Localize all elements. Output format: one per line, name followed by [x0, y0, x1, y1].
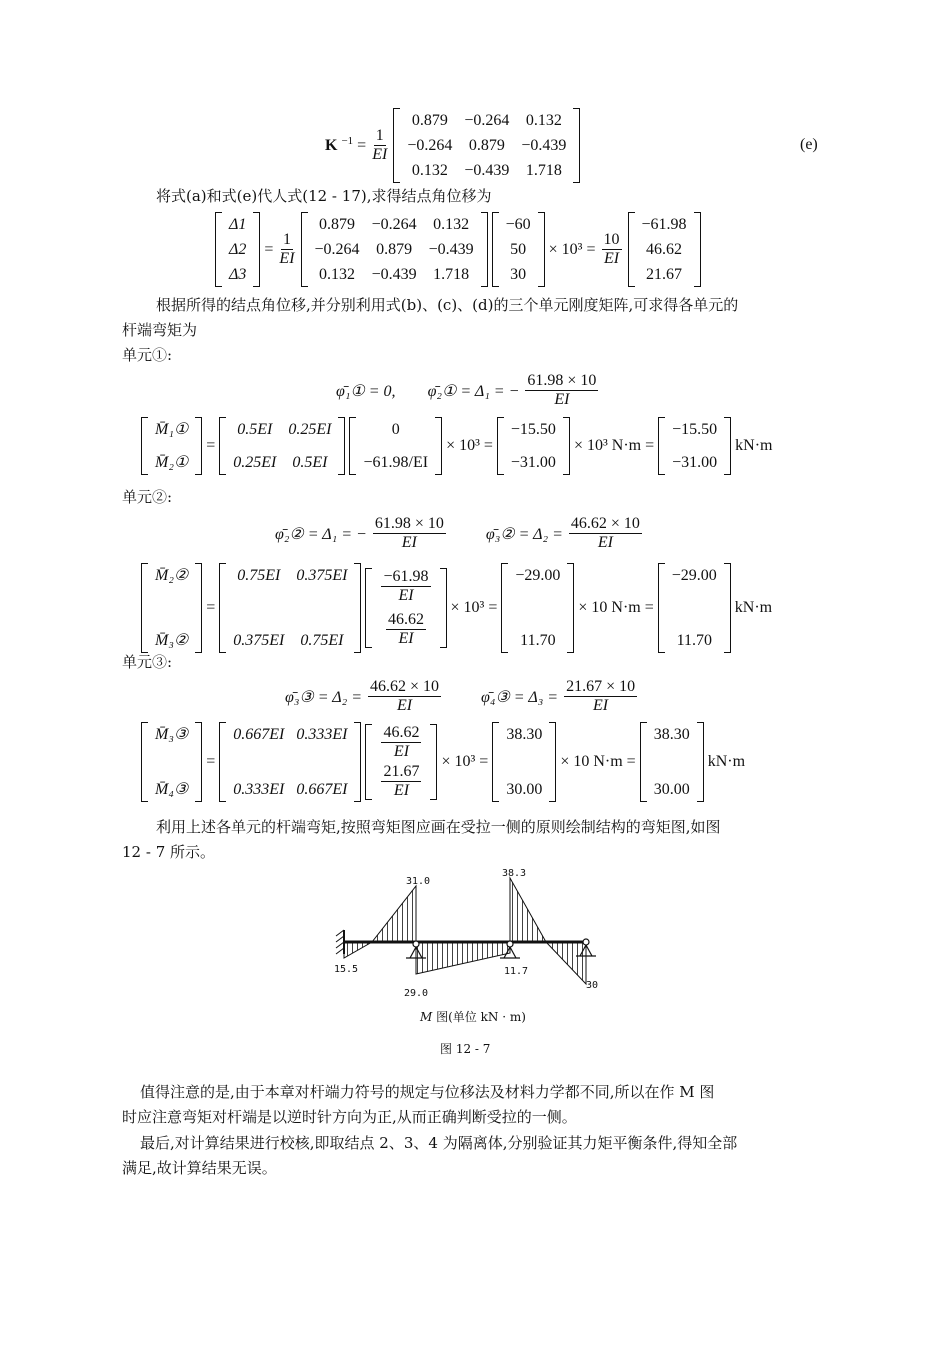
cell: M̄₃② [155, 632, 189, 649]
phi-fraction-a [373, 515, 446, 552]
unit3-equation: M̄₃③ M̄₄③ = 0.667EI 0.333EI 0.333EI 0.667EI $\frac{46.62}{EI}$ $\frac{21.67}{EI}$ × 10³ = 38.30 30.00 × 10 N·m = 38.30 30.00 kN·m [141, 722, 745, 802]
cell: 0.132 [433, 216, 470, 233]
cell: 0.667EI [233, 726, 285, 743]
paragraph-5a: 最后,对计算结果进行校核,即取结点 2、3、4 为隔离体,分别验证其力矩平衡条件,得知全部 [140, 1134, 738, 1152]
coef-num: 1 [375, 127, 384, 144]
cell: 0.25EI [288, 421, 332, 438]
unit2-heading: 单元②: [122, 488, 173, 506]
cell: 0.132 [319, 266, 356, 283]
phi-fraction [525, 372, 598, 409]
phi-fraction-a [368, 678, 441, 715]
unit2-equation: M̄₂② M̄₃② = 0.75EI 0.375EI 0.375EI 0.75EI $\frac{-61.98}{EI}$ $\frac{46.62}{EI}$ × 10³ = −29.00 11.70 × 10 N·m = −29.00 11.70 kN·m [141, 563, 772, 653]
cell: 50 [510, 241, 527, 258]
stiffness-matrix [219, 722, 361, 802]
cell: M̄₄③ [155, 781, 189, 798]
cell: 0.667EI [296, 781, 348, 798]
phi-3-4: φ̄₄③ = Δ₃ = [481, 688, 559, 706]
cell: −0.264 [407, 137, 453, 154]
phi-2-3: φ̄₃② = Δ₂ = [485, 525, 563, 543]
frac-num: 61.98 × 10 [374, 515, 444, 532]
cell: 30.00 [653, 781, 690, 798]
times-text: × 10³ = [441, 753, 489, 770]
frac-num: 61.98 × 10 [527, 372, 597, 389]
cell: 1.718 [433, 266, 470, 283]
cell: 30.00 [506, 781, 543, 798]
cell: M̄₂① [155, 454, 189, 471]
times-text: × 10³ = [450, 599, 498, 616]
frac-den: EI [401, 534, 417, 551]
label-15-5: 15.5 [334, 964, 359, 975]
label-11-7: 11.7 [504, 966, 529, 977]
cell: −15.50 [510, 421, 556, 438]
cell: 0.333EI [296, 726, 348, 743]
coef-den: EI [279, 250, 295, 267]
cell: −61.98/EI [363, 454, 429, 471]
cell: −61.98 [641, 216, 687, 233]
unit-mid-text: × 10 N·m = [560, 753, 636, 770]
cell: 0.5EI [292, 454, 328, 471]
unit-mid-text: × 10 N·m = [578, 599, 654, 616]
frac-den: EI [396, 697, 413, 714]
paragraph-2a: 根据所得的结点角位移,并分别利用式(b)、(c)、(d)的三个单元刚度矩阵,可求得各单元的 [156, 296, 739, 314]
phi-frac-2 [375, 611, 436, 648]
phi-vector [365, 568, 446, 648]
cell: Δ1 [229, 216, 247, 233]
frac-num: 46.62 × 10 [370, 678, 440, 695]
paragraph-1: 将式(a)和式(e)代人式(12 - 17),求得结点角位移为 [156, 187, 492, 205]
result-vector [658, 563, 731, 653]
unit-text: kN·m [734, 599, 773, 616]
frac-den: EI [398, 587, 414, 604]
unit-text: kN·m [707, 753, 746, 770]
mid-vector [492, 722, 556, 802]
phi-fraction-b [569, 515, 642, 552]
label-30: 30 [586, 980, 599, 991]
cell: Δ2 [229, 241, 247, 258]
cell: −31.00 [510, 454, 556, 471]
moment-region-1b [372, 886, 416, 942]
paragraph-5b: 满足,故计算结果无误。 [122, 1159, 277, 1177]
load-vector [492, 212, 545, 287]
phi-vector [365, 724, 437, 800]
figure-caption [420, 1008, 526, 1025]
equals-sign: = [357, 136, 367, 154]
frac-den: EI [593, 697, 609, 714]
phi-frac-2 [375, 763, 427, 800]
paragraph-4b: 时应注意弯矩对杆端是以逆时针方向为正,从而正确判断受拉的一侧。 [122, 1108, 577, 1126]
frac-num: −61.98 [383, 568, 429, 585]
phi-1-2: φ̄₂① = Δ₁ = − [427, 382, 520, 400]
cell: −15.50 [672, 421, 718, 438]
cell: 0.132 [525, 112, 562, 129]
label-29-0: 29.0 [404, 988, 429, 999]
paragraph-4a: 值得注意的是,由于本章对杆端力符号的规定与位移法及材料力学都不同,所以在作 M 图 [140, 1083, 715, 1101]
cell: M̄₂② [155, 567, 189, 584]
delta-coef [279, 231, 294, 268]
cell: −31.00 [672, 454, 718, 471]
caption-m: M [420, 1010, 433, 1024]
moment-diagram [330, 866, 610, 1000]
cell: −29.00 [515, 567, 561, 584]
cell: −0.264 [464, 112, 510, 129]
phi-2-2: φ̄₂② = Δ₁ = − [275, 525, 367, 543]
coef-num: 1 [282, 231, 291, 248]
k-symbol: K [325, 136, 338, 154]
frac-den: EI [597, 534, 613, 551]
phi-frac-1 [375, 724, 427, 761]
paragraph-3a: 利用上述各单元的杆端弯矩,按照弯矩图应画在受拉一侧的原则绘制结构的弯矩图,如图 [156, 818, 721, 836]
equation-delta: Δ1 Δ2 Δ3 = $\frac{1}{EI}$ 0.879 −0.264 0.132 −0.264 0.879 −0.439 0.132 −0.439 1.718 −60 50 30 × 10³ = $\frac{10}{EI}$ −61.98 46.62 21.67 [215, 212, 701, 287]
coef-num: 10 [603, 231, 620, 248]
frac-num: 46.62 [388, 611, 424, 628]
cell: M̄₃③ [155, 726, 189, 743]
phi-3-3: φ̄₃③ = Δ₂ = [285, 688, 363, 706]
mid-vector [497, 417, 570, 475]
unit2-phi-line [275, 515, 644, 552]
moment-region-3b [546, 942, 586, 984]
frac-den: EI [398, 630, 414, 647]
cell: 0.5EI [237, 421, 273, 438]
cell: 38.30 [653, 726, 690, 743]
cell: −29.00 [671, 567, 717, 584]
cell: −0.264 [314, 241, 360, 258]
cell: −0.264 [371, 216, 417, 233]
cell: −0.439 [521, 137, 567, 154]
phi-1-1: φ̄₁① = 0, [336, 382, 396, 400]
k-sup: −1 [341, 134, 354, 147]
fixed-support-hatch [336, 930, 344, 954]
k-inverse-matrix [393, 108, 580, 183]
caption-rest: 图(单位 kN · m) [432, 1010, 526, 1024]
cell: 1.718 [525, 162, 562, 179]
moment-region-3a [510, 878, 546, 942]
cell: 0.879 [319, 216, 356, 233]
coef-den: EI [603, 250, 620, 267]
phi-fraction-b [564, 678, 637, 715]
result-coef [602, 231, 622, 268]
unit1-equation: M̄₁① M̄₂① = 0.5EI 0.25EI 0.25EI 0.5EI 0 −61.98/EI × 10³ = −15.50 −31.00 × 10³ N·m = −15.50 −31.00 kN·m [141, 417, 772, 475]
cell: 11.70 [676, 632, 712, 649]
cell: 0.375EI [233, 632, 285, 649]
cell: 11.70 [520, 632, 556, 649]
cell: 21.67 [646, 266, 683, 283]
phi-vector [349, 417, 442, 475]
cell: 0.879 [468, 137, 505, 154]
cell: 0.132 [411, 162, 448, 179]
moment-region-2 [416, 942, 510, 974]
equation-label-e: (e) [800, 136, 818, 153]
times-text: × 10³ = [548, 240, 596, 258]
cell: Δ3 [229, 266, 247, 283]
coef-den: EI [372, 146, 388, 163]
m-vector [141, 563, 202, 653]
label-38-3: 38.3 [502, 868, 527, 879]
cell: −0.439 [428, 241, 474, 258]
cell: 0.879 [411, 112, 448, 129]
frac-den: EI [393, 743, 410, 760]
frac-num: 21.67 × 10 [566, 678, 636, 695]
cell: M̄₁① [155, 421, 189, 438]
cell: 38.30 [506, 726, 543, 743]
m-vector [141, 417, 202, 475]
unit1-phi-line [336, 372, 600, 409]
cell: 30 [510, 266, 527, 283]
cell: 0.25EI [233, 454, 277, 471]
frac-num: 46.62 [383, 724, 420, 741]
cell: 0.75EI [300, 632, 344, 649]
delta-vector [215, 212, 260, 287]
delta-matrix [301, 212, 488, 287]
equation-k-inverse [325, 108, 580, 183]
unit-text: kN·m [735, 437, 773, 454]
cell: 0.879 [376, 241, 413, 258]
cell: −0.439 [464, 162, 510, 179]
moment-region-1a [344, 942, 372, 958]
figure-number: 图 12 - 7 [440, 1042, 491, 1056]
label-31-0: 31.0 [406, 876, 431, 887]
stiffness-matrix [219, 563, 361, 653]
mid-vector [501, 563, 574, 653]
paragraph-2b: 杆端弯矩为 [122, 321, 198, 339]
result-vector [640, 722, 704, 802]
cell: 0.375EI [296, 567, 348, 584]
coef-fraction [372, 127, 387, 164]
frac-num: 21.67 [383, 763, 420, 780]
m-vector [141, 722, 202, 802]
phi-frac-1 [375, 568, 436, 605]
cell: 0 [391, 421, 400, 438]
frac-num: 46.62 × 10 [570, 515, 640, 532]
frac-den: EI [554, 391, 570, 408]
cell: −60 [505, 216, 531, 233]
stiffness-matrix [219, 417, 345, 475]
frac-den: EI [393, 782, 410, 799]
delta-result-vector [628, 212, 701, 287]
unit1-heading: 单元①: [122, 346, 173, 364]
unit3-phi-line [285, 678, 639, 715]
unit3-heading: 单元③: [122, 653, 173, 671]
unit-mid-text: × 10³ N·m = [573, 437, 655, 454]
cell: 0.75EI [237, 567, 281, 584]
cell: −0.439 [371, 266, 417, 283]
cell: 46.62 [646, 241, 683, 258]
paragraph-3b: 12 - 7 所示。 [122, 843, 216, 861]
times-text: × 10³ = [446, 437, 493, 454]
cell: 0.333EI [233, 781, 285, 798]
result-vector [658, 417, 731, 475]
